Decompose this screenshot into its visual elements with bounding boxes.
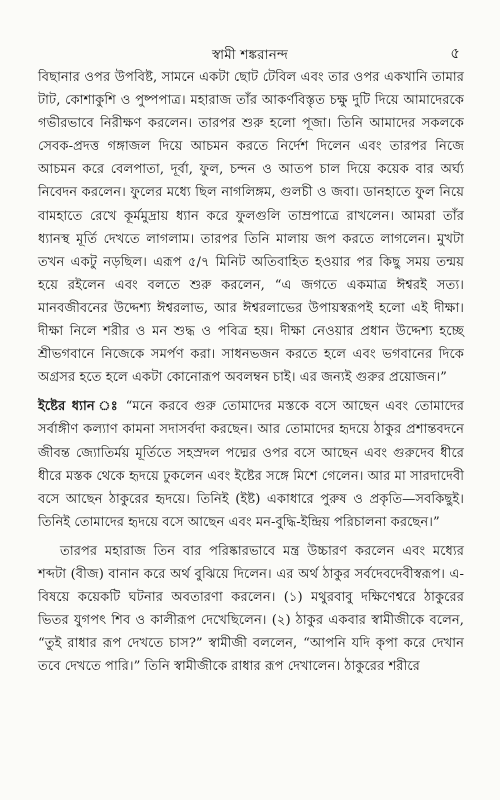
page-header [0,42,500,66]
paragraph-1 [38,66,464,389]
paragraph-2 [38,395,464,534]
running-title: স্বামী শঙ্করানন্দ [211,47,289,63]
body-text [38,66,464,678]
paragraph-2-text: “মনে করবে গুরু তোমাদের মস্তকে বসে আছেন এবং তোমাদের সর্বাঙ্গীণ কল্যাণ কামনা সদাসর্বদা করছেন। আর তোমাদের হৃদয়ে ঠাকুর প্রশান্তবদনে জীবন্ত জ্যোতির্ময় মূর্তিতে সহস্রদল পদ্মের ওপর বসে আছেন এবং গুরুদেব ধীরে ধীরে মস্তক থেকে হৃদয়ে ঢুকলেন এবং ইষ্টের সঙ্গে মিশে গেলেন। আর মা সারদাদেবী বসে আছেন ঠাকুরের হৃদয়ে। তিনিই (ইষ্ট) একাধারে পুরুষ ও প্রকৃতি—সবকিছুই। তিনিই তোমাদের হৃদয়ে বসে আছেন এবং মন-বুদ্ধি-ইন্দ্রিয় পরিচালনা করছেন।” [38,399,464,530]
paragraph-3 [38,540,464,679]
page-number: ৫ [450,44,460,62]
paragraph-1-text: বিছানার ওপর উপবিষ্ট, সামনে একটা ছোট টেবিল এবং তার ওপর একখানি তামার টাট, কোশাকুশি ও পুষ্পপাত্র। মহারাজ তাঁর আকর্ণবিস্তৃত চক্ষু দুটি দিয়ে আমাদেরকে গভীরভাবে নিরীক্ষণ করলেন। তারপর শুরু হলো পূজা। তিনি আমাদের সকলকে সেবক-প্রদত্ত গঙ্গাজল দিয়ে আচমন করতে নির্দেশ দিলেন এবং তারপর নিজে আচমন করে বেলপাতা, দূর্বা, ফুল, চন্দন ও আতপ চাল দিয়ে কয়েক বার অর্ঘ্য নিবেদন করলেন। ফুলের মধ্যে ছিল নাগলিঙ্গম, গুলচী ও জবা। ডানহাতে ফুল নিয়ে বামহাতে রেখে কূর্মমুদ্রায় ধ্যান করে ফুলগুলি তাম্রপাত্রে রাখলেন। আমরা তাঁর ধ্যানস্থ মূর্তি দেখতে লাগলাম। তারপর তিনি মালায় জপ করতে লাগলেন। মুখটা তখন একটু নড়ছিল। এরূপ ৫/৭ মিনিট অতিবাহিত হওয়ার পর কিছু সময় তন্ময় হয়ে রইলেন এবং বলতে শুরু করলেন, “এ জগতে একমাত্র ঈশ্বরই সত্য। মানবজীবনের উদ্দেশ্য ঈশ্বরলাভ, আর ঈশ্বরলাভের উপায়স্বরূপই হলো এই দীক্ষা। দীক্ষা নিলে শরীর ও মন শুদ্ধ ও পবিত্র হয়। দীক্ষা নেওয়ার প্রধান উদ্দেশ্য হচ্ছে শ্রীভগবানে নিজেকে সমর্পণ করা। সাধনভজন করতে হলে এবং ভগবানের দিকে অগ্রসর হতে হলে একটা কোনোরূপ অবলম্বন চাই। এর জন্যই গুরুর প্রয়োজন।” [38,70,464,386]
paragraph-3-text: তারপর মহারাজ তিন বার পরিষ্কারভাবে মন্ত্র উচ্চারণ করলেন এবং মধ্যের শব্দটা (বীজ) বানান করে অর্থ বুঝিয়ে দিলেন। এর অর্থ ঠাকুর সর্বদেবদেবীস্বরূপ। এ-বিষয়ে কয়েকটি ঘটনার অবতারণা করলেন। (১) মথুরবাবু দক্ষিণেশ্বরে ঠাকুরের ভিতর যুগপৎ শিব ও কালীরূপ দেখেছিলেন। (২) ঠাকুর একবার স্বামীজীকে বলেন, “তুই রাধার রূপ দেখতে চাস?” স্বামীজী বললেন, “আপনি যদি কৃপা করে দেখান তবে দেখতে পারি।” তিনি স্বামীজীকে রাধার রূপ দেখালেন। ঠাকুরের শরীরে [38,543,464,675]
paragraph-2-lead-term: ইষ্টের ধ্যান ঃ [38,399,120,415]
